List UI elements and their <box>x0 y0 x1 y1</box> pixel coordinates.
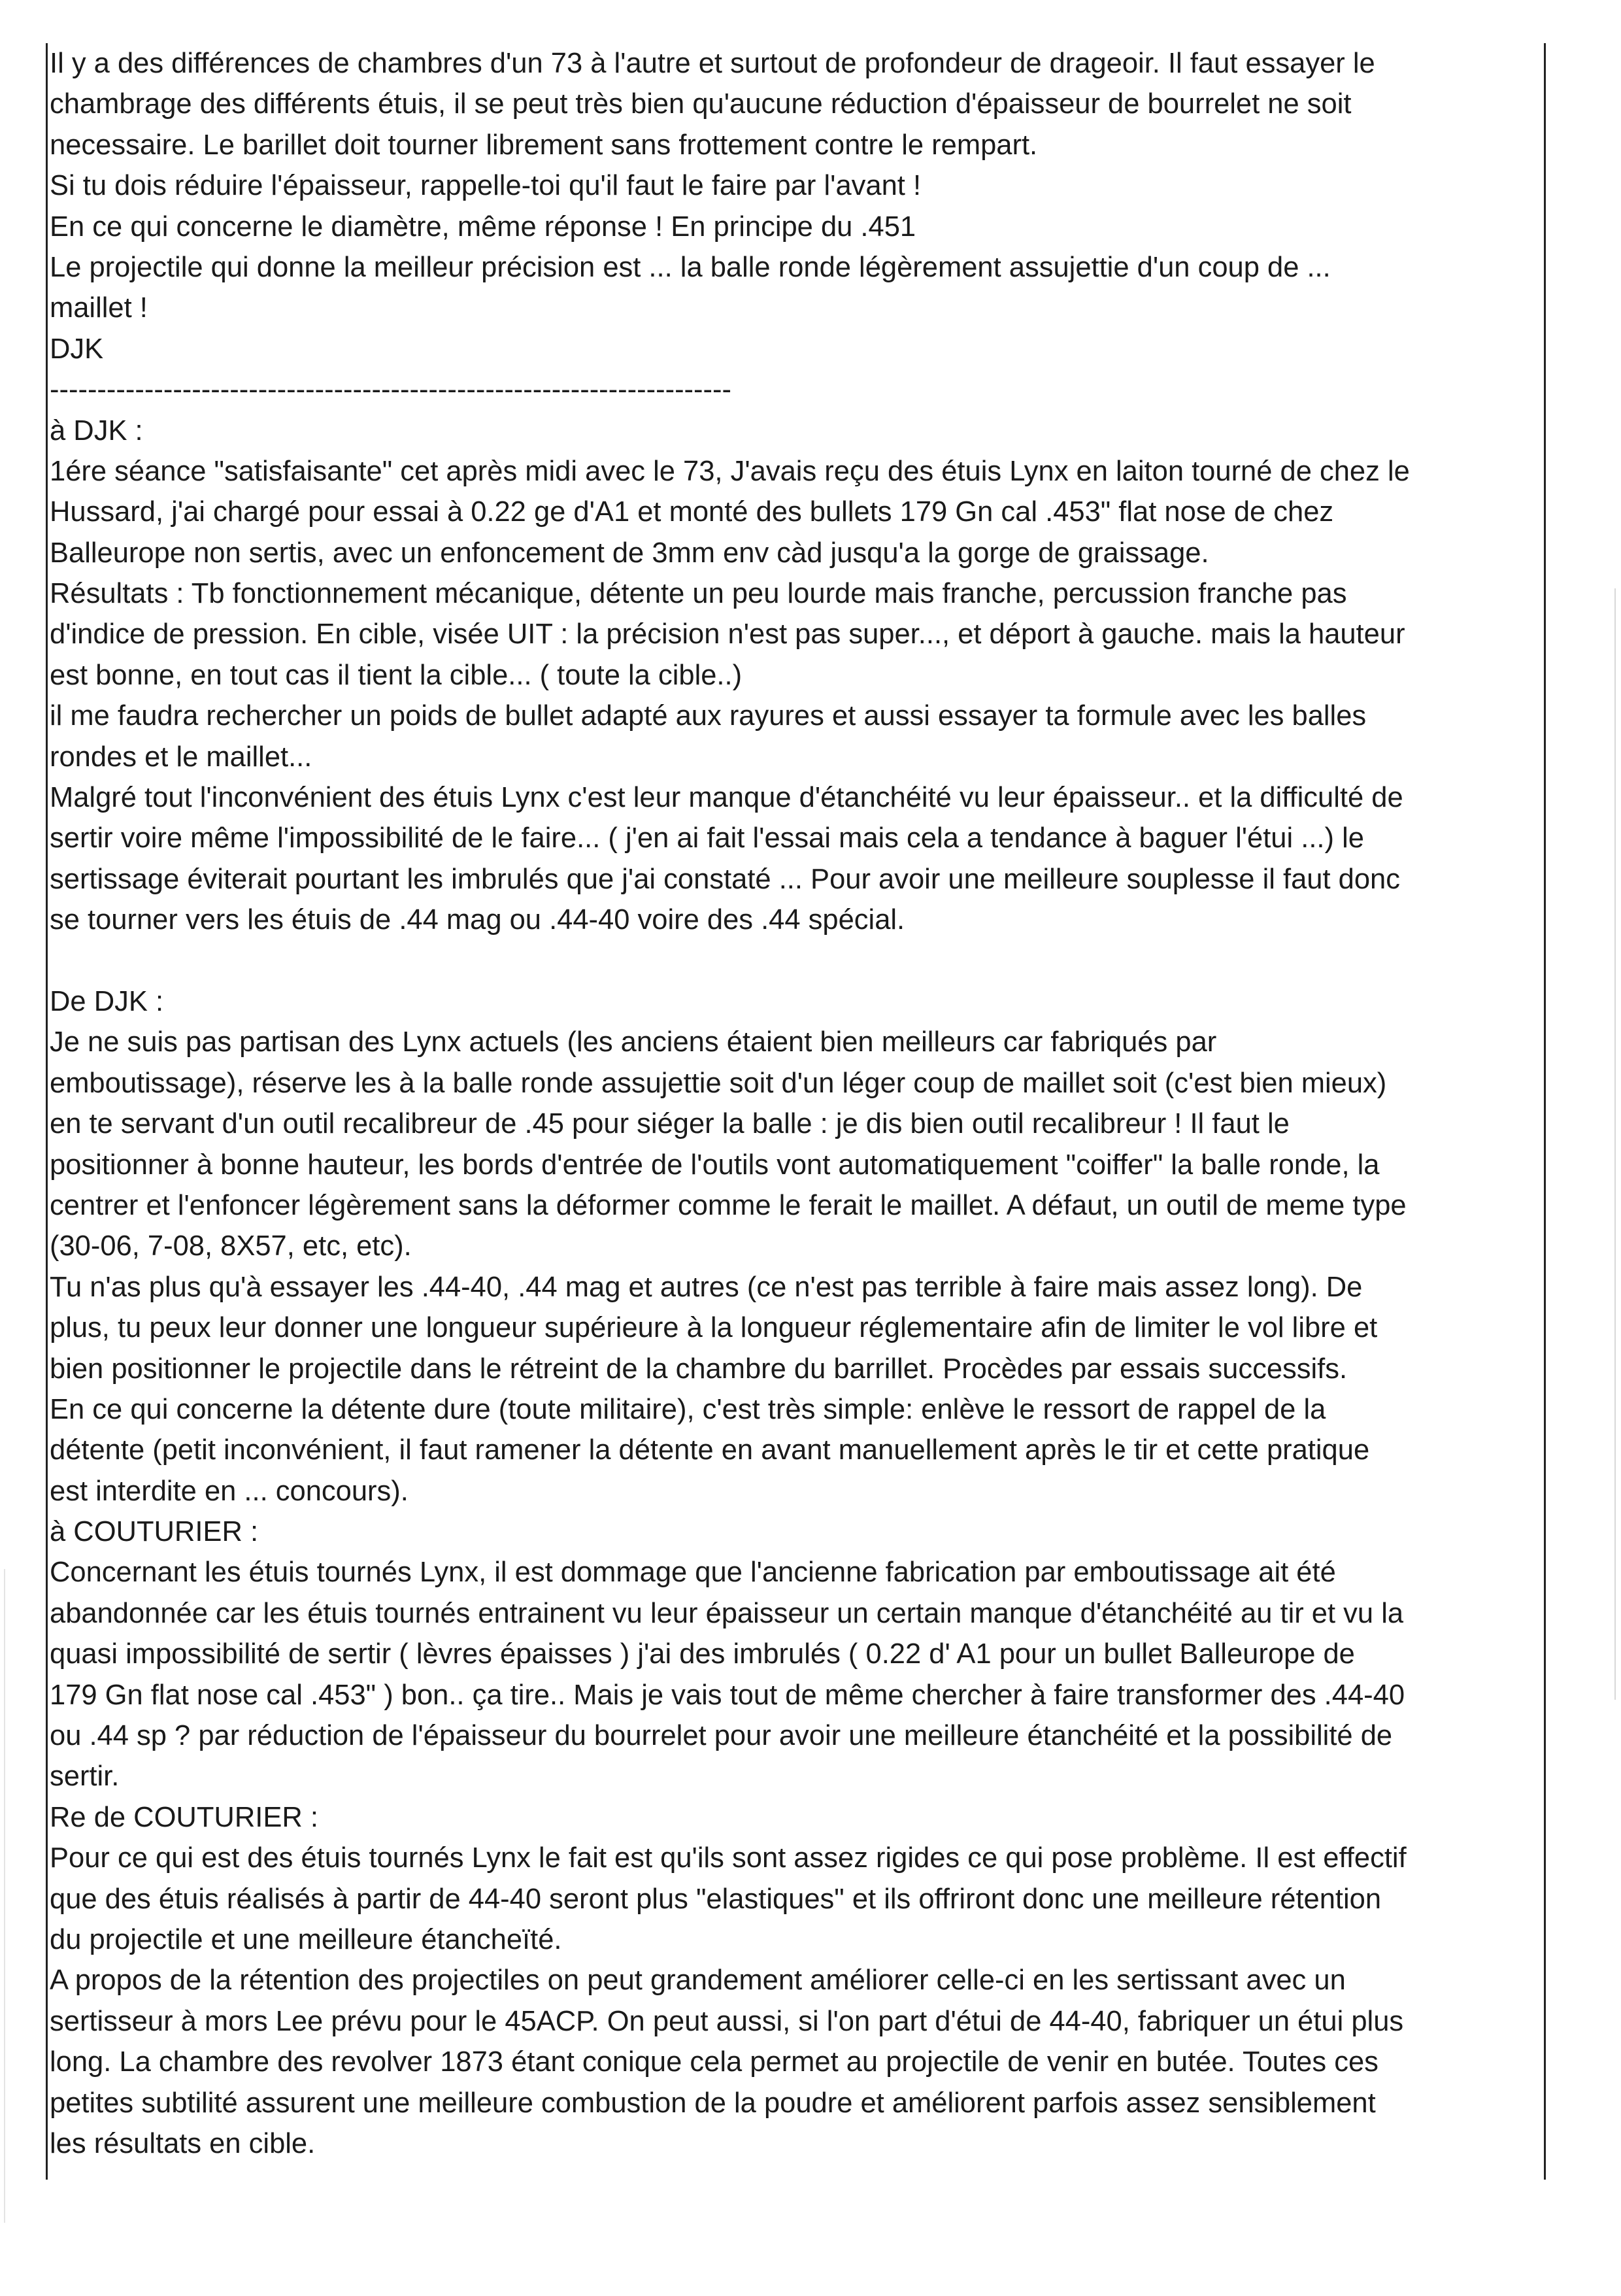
text-line: sertisseur à mors Lee prévu pour le 45ACP. On peut aussi, si l'on part d'étui de 44-40, fabriquer un étui plus <box>50 2005 1404 2037</box>
text-line: En ce qui concerne la détente dure (toute militaire), c'est très simple: enlève le ressort de rappel de la <box>50 1393 1326 1425</box>
text-line: petites subtilité assurent une meilleure combustion de la poudre et améliorent parfois assez sensiblement <box>50 2087 1376 2119</box>
text-line: il me faudra rechercher un poids de bullet adapté aux rayures et aussi essayer ta formule avec les balles <box>50 700 1367 732</box>
text-line: Malgré tout l'inconvénient des étuis Lynx c'est leur manque d'étanchéité vu leur épaisseur.. et la difficulté de <box>50 782 1403 814</box>
text-line: bien positionner le projectile dans le rétreint de la chambre du barrillet. Procèdes par essais successifs. <box>50 1353 1348 1385</box>
text-line: les résultats en cible. <box>50 2127 316 2159</box>
text-line: emboutissage), réserve les à la balle ronde assujettie soit d'un léger coup de maillet soit (c'est bien mieux) <box>50 1067 1387 1099</box>
separator-line: ------------------------------------------------------------------------ <box>50 374 731 406</box>
text-line: long. La chambre des revolver 1873 étant conique cela permet au projectile de venir en butée. Toutes ces <box>50 2046 1379 2078</box>
text-line: est bonne, en tout cas il tient la cible... ( toute la cible..) <box>50 659 743 691</box>
text-line: Résultats : Tb fonctionnement mécanique, détente un peu lourde mais franche, percussion franche pas <box>50 578 1347 610</box>
text-line: se tourner vers les étuis de .44 mag ou .44-40 voire des .44 spécial. <box>50 904 905 936</box>
text-line: d'indice de pression. En cible, visée UIT : la précision n'est pas super..., et déport à gauche. mais la hauteur <box>50 618 1405 650</box>
text-line: Il y a des différences de chambres d'un 73 à l'autre et surtout de profondeur de drageoir. Il faut essayer le <box>50 48 1375 79</box>
text-line: positionner à bonne hauteur, les bords d'entrée de l'outils vont automatiquement "coiffer" la balle ronde, la <box>50 1149 1380 1181</box>
text-line: 179 Gn flat nose cal .453" ) bon.. ça tire.. Mais je vais tout de même chercher à faire transformer des .44-40 <box>50 1679 1405 1711</box>
text-line: Je ne suis pas partisan des Lynx actuels (les anciens étaient bien meilleurs car fabriqués par <box>50 1026 1217 1058</box>
text-line: Hussard, j'ai chargé pour essai à 0.22 ge d'A1 et monté des bullets 179 Gn cal .453" flat nose de chez <box>50 496 1334 528</box>
text-line: en te servant d'un outil recalibreur de .45 pour siéger la balle : je dis bien outil recalibreur ! Il faut le <box>50 1108 1290 1140</box>
text-line: centrer et l'enfoncer légèrement sans la déformer comme le ferait le maillet. A défaut, un outil de meme type <box>50 1189 1407 1221</box>
section-heading: De DJK : <box>50 985 164 1017</box>
text-line: A propos de la rétention des projectiles on peut grandement améliorer celle-ci en les sertissant avec un <box>50 1965 1346 1997</box>
text-line: Si tu dois réduire l'épaisseur, rappelle-toi qu'il faut le faire par l'avant ! <box>50 170 922 202</box>
text-line: sertissage éviterait pourtant les imbrulés que j'ai constaté ... Pour avoir une meilleure souplesse il faut donc <box>50 863 1400 895</box>
text-line: sertir voire même l'impossibilité de le faire... ( j'en ai fait l'essai mais cela a tendance à baguer l'étui ...) le <box>50 822 1364 854</box>
text-line: 1ére séance "satisfaisante" cet après midi avec le 73, J'avais reçu des étuis Lynx en laiton tourné de chez le <box>50 455 1410 487</box>
text-line: Balleurope non sertis, avec un enfoncement de 3mm env càd jusqu'a la gorge de graissage. <box>50 537 1209 569</box>
text-line: rondes et le maillet... <box>50 741 312 773</box>
signature-djk: DJK <box>50 333 104 365</box>
text-line: necessaire. Le barillet doit tourner librement sans frottement contre le rempart. <box>50 129 1038 161</box>
section-heading: à COUTURIER : <box>50 1516 259 1548</box>
scan-edge-mark-left <box>4 1569 5 2223</box>
text-line: que des étuis réalisés à partir de 44-40 seront plus "elastiques" et ils offriront donc une meilleure rétention <box>50 1883 1382 1915</box>
text-line: chambrage des différents étuis, il se peut très bien qu'aucune réduction d'épaisseur de bourrelet ne soit <box>50 88 1352 120</box>
text-line: Concernant les étuis tournés Lynx, il est dommage que l'ancienne fabrication par emboutissage ait été <box>50 1557 1336 1589</box>
text-line: Pour ce qui est des étuis tournés Lynx le fait est qu'ils sont assez rigides ce qui pose problème. Il est effectif <box>50 1842 1407 1874</box>
text-line: est interdite en ... concours). <box>50 1475 409 1507</box>
document-text <box>50 43 1533 2164</box>
section-heading: Re de COUTURIER : <box>50 1801 318 1833</box>
text-line: du projectile et une meilleure étancheïté. <box>50 1923 562 1955</box>
text-line: (30-06, 7-08, 8X57, etc, etc). <box>50 1230 412 1262</box>
text-line: détente (petit inconvénient, il faut ramener la détente en avant manuellement après le tir et cette pratique <box>50 1434 1370 1466</box>
section-heading: à DJK : <box>50 414 143 447</box>
text-line: Tu n'as plus qu'à essayer les .44-40, .44 mag et autres (ce n'est pas terrible à faire mais assez long). De <box>50 1271 1363 1303</box>
text-line: plus, tu peux leur donner une longueur supérieure à la longueur réglementaire afin de limiter le vol libre et <box>50 1312 1378 1344</box>
text-line: abandonnée car les étuis tournés entrainent vu leur épaisseur un certain manque d'étanchéité au tir et vu la <box>50 1597 1404 1629</box>
text-line: sertir. <box>50 1761 120 1793</box>
left-border-rule <box>46 43 48 2180</box>
text-line: ou .44 sp ? par réduction de l'épaisseur du bourrelet pour avoir une meilleure étanchéité et la possibilité de <box>50 1720 1393 1752</box>
text-line: maillet ! <box>50 292 148 324</box>
text-line: Le projectile qui donne la meilleur précision est ... la balle ronde légèrement assujettie d'un coup de ... <box>50 251 1331 283</box>
right-border-rule <box>1544 43 1546 2180</box>
blank-line <box>50 941 1533 981</box>
scan-edge-mark <box>1614 588 1616 1700</box>
text-line: En ce qui concerne le diamètre, même réponse ! En principe du .451 <box>50 211 916 243</box>
text-line: quasi impossibilité de sertir ( lèvres épaisses ) j'ai des imbrulés ( 0.22 d' A1 pour un bullet Balleurope de <box>50 1638 1355 1670</box>
